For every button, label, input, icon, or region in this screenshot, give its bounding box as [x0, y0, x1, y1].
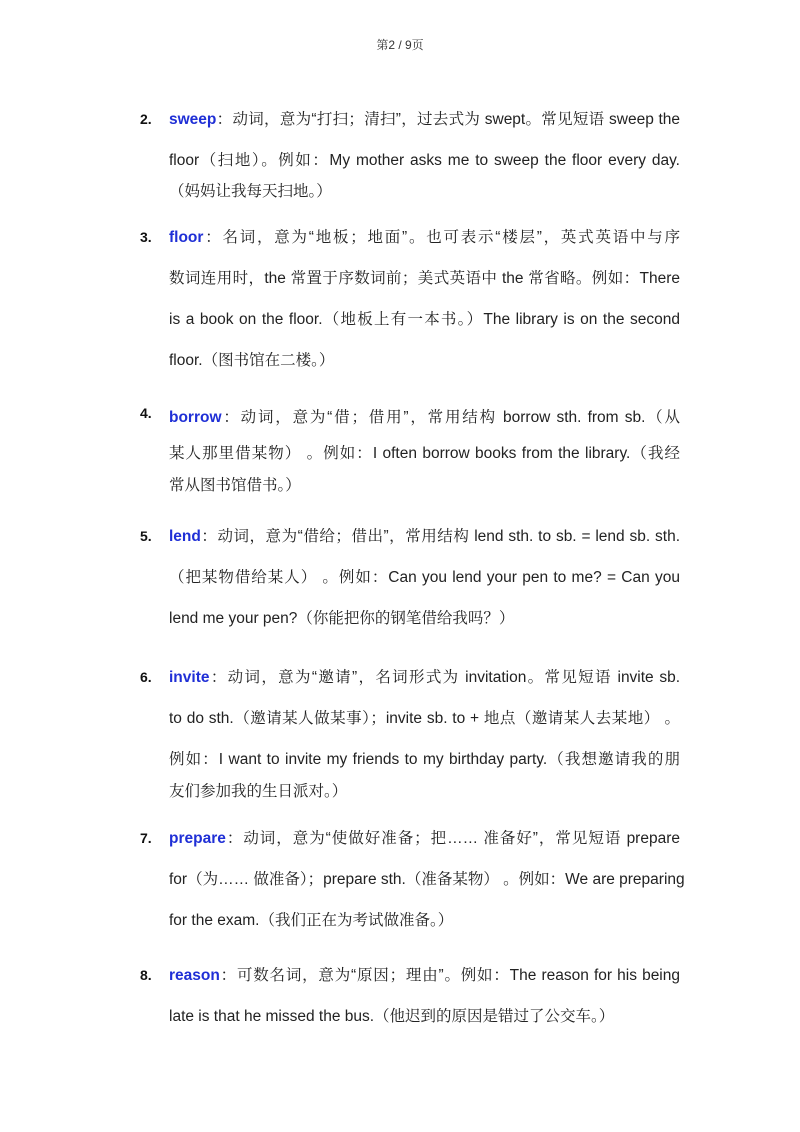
entry-line: lend me your pen?（你能把你的钢笔借给我吗？） — [169, 610, 515, 627]
entry-line — [169, 217, 680, 258]
vocab-entry-reason — [140, 955, 680, 1037]
entry-text: ：动词，意为“借给；借出”，常用结构 lend sth. to sb. = lend sb. sth. — [200, 528, 680, 545]
entry-line — [169, 99, 680, 140]
entry-line: for（为…… 做准备）；prepare sth.（准备某物） 。例如：We are preparing — [169, 871, 685, 888]
entry-text: ：动词，意为“借；借用”，常用结构 borrow sth. from sb.（从 — [221, 409, 680, 426]
entry-text: ：动词，意为“邀请”，名词形式为 invitation。常见短语 invite sb. — [209, 669, 680, 686]
entry-number: 5. — [140, 528, 152, 544]
entry-line — [169, 955, 680, 996]
entry-line: to do sth.（邀请某人做某事）；invite sb. to + 地点（邀请某人去某地） 。 — [169, 710, 680, 727]
vocabulary-list — [140, 99, 685, 1051]
vocab-entry-borrow — [140, 397, 680, 502]
entry-line: floor.（图书馆在二楼。） — [169, 352, 335, 369]
entry-line: for the exam.（我们正在为考试做准备。） — [169, 912, 454, 929]
entry-text: ：名词，意为“地板；地面”。也可表示“楼层”，英式英语中与序 — [203, 229, 680, 246]
entry-number: 3. — [140, 229, 152, 245]
entry-line: 常从图书馆借书。） — [169, 477, 301, 494]
entry-line: 数词连用时，the 常置于序数词前；美式英语中 the 常省略。例如：There — [169, 270, 680, 287]
entry-text: ：动词，意为“使做好准备；把…… 准备好”，常见短语 prepare — [225, 830, 680, 847]
entry-line — [169, 657, 680, 698]
vocab-entry-sweep — [140, 99, 680, 203]
entry-number: 8. — [140, 967, 152, 983]
entry-line — [169, 397, 680, 438]
vocab-word: lend — [169, 528, 201, 545]
vocab-word: prepare — [169, 830, 226, 847]
page-number-header: 第2 / 9页 — [376, 38, 424, 52]
entry-number: 4. — [140, 405, 152, 421]
vocab-entry-floor — [140, 217, 680, 381]
vocab-word: invite — [169, 669, 210, 686]
entry-line: late is that he missed the bus.（他迟到的原因是错过了公交车。） — [169, 1008, 615, 1025]
entry-number: 6. — [140, 669, 152, 685]
entry-number: 7. — [140, 830, 152, 846]
entry-line: is a book on the floor.（地板上有一本书。）The library is on the second — [169, 311, 680, 328]
vocab-entry-prepare — [140, 818, 685, 941]
entry-line: 某人那里借某物） 。例如：I often borrow books from the library.（我经 — [169, 445, 680, 462]
entry-line: （把某物借给某人） 。例如：Can you lend your pen to me? = Can you — [169, 569, 680, 586]
entry-line: （妈妈让我每天扫地。） — [169, 183, 332, 200]
entry-text: ：可数名词，意为“原因；理由”。例如：The reason for his being — [219, 967, 680, 984]
entry-number: 2. — [140, 111, 152, 127]
vocab-word: sweep — [169, 111, 217, 128]
vocab-word: floor — [169, 229, 204, 246]
entry-line: 例如：I want to invite my friends to my birthday party.（我想邀请我的朋 — [169, 751, 680, 768]
vocab-entry-lend — [140, 516, 680, 639]
vocab-word: reason — [169, 967, 220, 984]
entry-line — [169, 818, 680, 859]
entry-line: floor（扫地）。例如：My mother asks me to sweep the floor every day. — [169, 152, 680, 169]
vocab-entry-invite — [140, 657, 680, 804]
entry-text: ：动词，意为“打扫；清扫”，过去式为 swept。常见短语 sweep the — [216, 111, 680, 128]
vocab-word: borrow — [169, 409, 222, 426]
entry-line: 友们参加我的生日派对。） — [169, 783, 348, 800]
entry-line — [169, 516, 680, 557]
